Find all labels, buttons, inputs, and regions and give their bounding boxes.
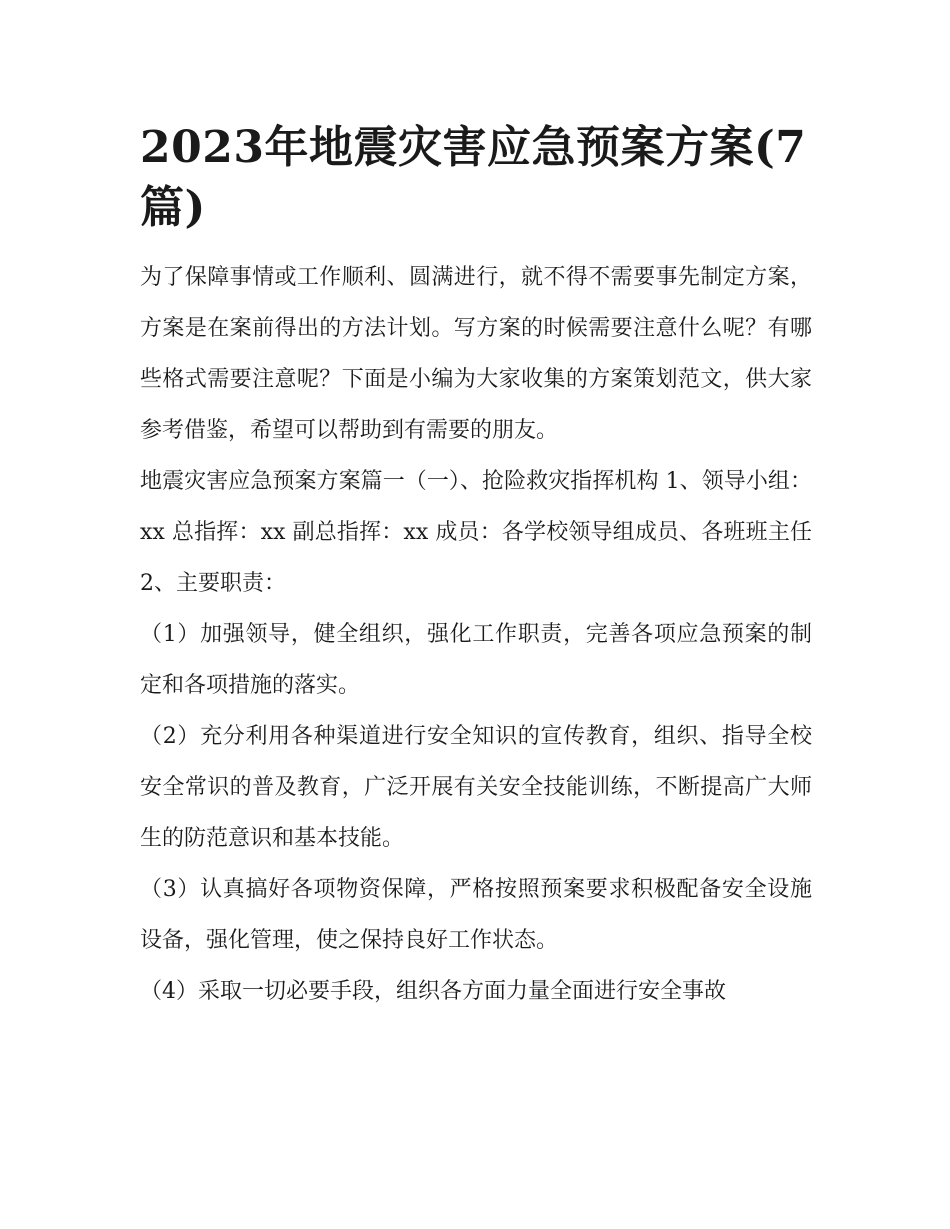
duty-item-4: （4）采取一切必要手段，组织各方面力量全面进行安全事故 bbox=[140, 979, 726, 1004]
section-one-paragraph: 地震灾害应急预案方案篇一（一）、抢险救灾指挥机构 1、领导小组：xx 总指挥：xx 副总指挥：xx 成员：各学校领导组成员、各班班主任 2、主要职责： bbox=[140, 469, 812, 596]
duty-item-2: （2）充分利用各种渠道进行安全知识的宣传教育，组织、指导全校安全常识的普及教育，广泛开展有关安全技能训练，不断提高广大师生的防范意识和基本技能。 bbox=[140, 724, 812, 851]
duty-item-3: （3）认真搞好各项物资保障，严格按照预案要求积极配备安全设施设备，强化管理，使之保持良好工作状态。 bbox=[140, 877, 812, 953]
document-body bbox=[140, 118, 812, 1017]
document-title: 2023年地震灾害应急预案方案(7篇) bbox=[140, 122, 807, 233]
intro-paragraph: 为了保障事情或工作顺利、圆满进行，就不得不需要事先制定方案，方案是在案前得出的方法计划。写方案的时候需要注意什么呢？有哪些格式需要注意呢？下面是小编为大家收集的方案策划范文，供大家参考借鉴，希望可以帮助到有需要的朋友。 bbox=[140, 265, 812, 443]
duty-item-1: （1）加强领导，健全组织，强化工作职责，完善各项应急预案的制定和各项措施的落实。 bbox=[140, 622, 812, 698]
